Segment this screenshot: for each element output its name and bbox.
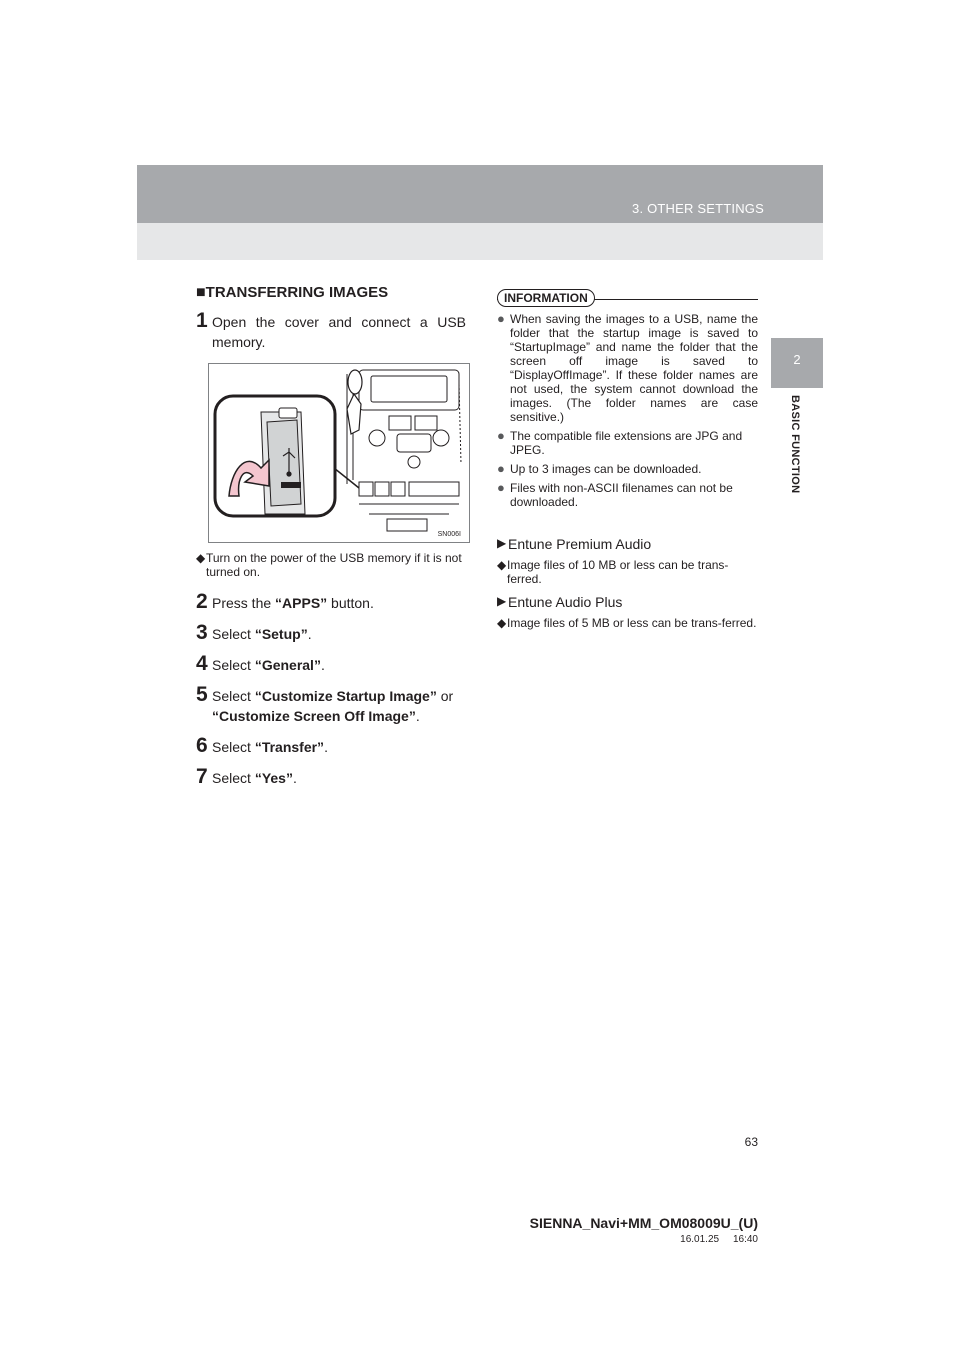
usb-port-illustration: [208, 363, 470, 543]
step-5: 5 Select “Customize Startup Image” or “Customize Screen Off Image”.: [196, 683, 454, 724]
arrow-icon: ▶: [497, 594, 507, 608]
bullet-icon: ●: [497, 428, 505, 443]
document-id: SIENNA_Navi+MM_OM08009U_(U): [529, 1215, 758, 1231]
section-title: ■TRANSFERRING IMAGES: [196, 284, 389, 301]
variant-title: ▶ Entune Audio Plus: [497, 594, 623, 610]
step-6: 6 Select “Transfer”.: [196, 734, 328, 757]
info-item: ● The compatible file extensions are JPG and JPEG.: [497, 428, 743, 457]
figure-code: SN006I: [437, 531, 461, 538]
step-1: 1 Open the cover and connect a USB memory.: [196, 309, 466, 350]
print-date: 16.01.25 16:40: [680, 1234, 758, 1245]
chapter-number: 2: [793, 352, 801, 367]
variant-title: ▶ Entune Premium Audio: [497, 536, 652, 552]
chapter-label: BASIC FUNCTION: [789, 395, 801, 494]
header-subbar: [137, 223, 823, 260]
arrow-icon: ▶: [497, 536, 507, 550]
left-column: [196, 284, 466, 799]
step-2: 2 Press the “APPS” button.: [196, 590, 374, 613]
bullet-icon: ◆: [196, 551, 206, 565]
info-item: ● Up to 3 images can be downloaded.: [497, 461, 702, 476]
variant-note: ◆ Image files of 5 MB or less can be trans-ferred.: [497, 616, 757, 630]
note-power: ◆ Turn on the power of the USB memory if it is not turned on.: [196, 551, 462, 579]
step-3: 3 Select “Setup”.: [196, 621, 312, 644]
step-4: 4 Select “General”.: [196, 652, 325, 675]
right-column: [497, 289, 758, 644]
step-7: 7 Select “Yes”.: [196, 765, 297, 788]
info-item: ● Files with non-ASCII filenames can not be downloaded.: [497, 480, 733, 509]
information-heading: INFORMATION: [497, 289, 595, 307]
info-item: ● When saving the images to a USB, name the folder that the startup image is saved to “StartupImage” and name the folder that the screen off image is saved to “DisplayOffImage”. If these folder names are not used, the system cannot download the images. (The folder names are case sensitive.): [497, 311, 758, 424]
bullet-icon: ◆: [497, 558, 507, 572]
bullet-icon: ◆: [497, 616, 507, 630]
bullet-icon: ●: [497, 480, 505, 495]
page-number: 63: [744, 1135, 758, 1149]
bullet-icon: ●: [497, 311, 505, 326]
bullet-icon: ●: [497, 461, 505, 476]
variant-note: ◆ Image files of 10 MB or less can be trans-ferred.: [497, 558, 729, 586]
section-header-title: 3. OTHER SETTINGS: [632, 201, 764, 216]
